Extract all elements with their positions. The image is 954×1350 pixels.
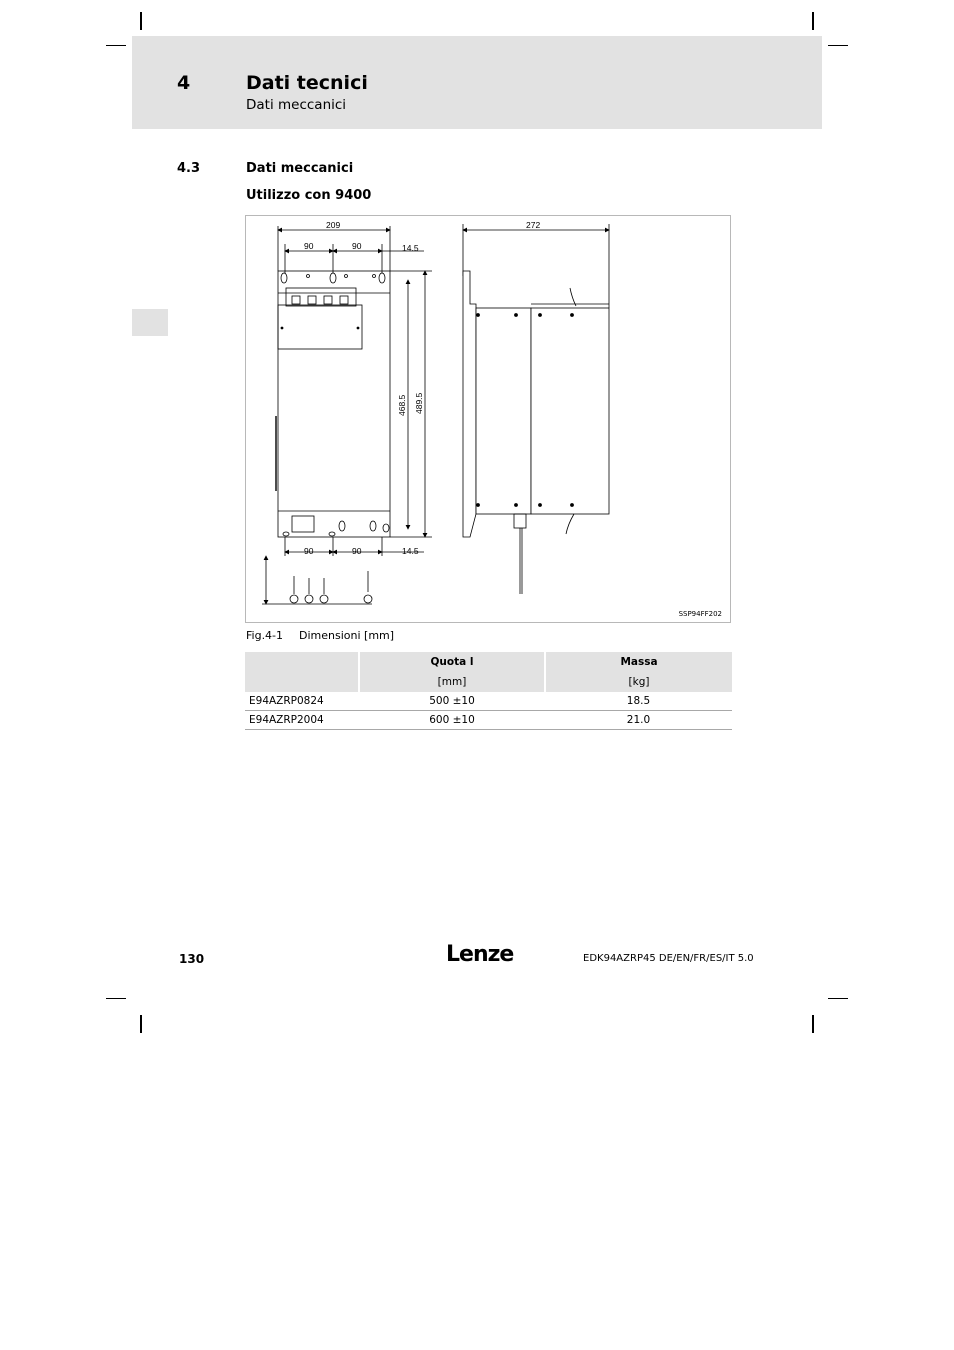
table-header-cell: Massa [kg] <box>545 652 732 692</box>
table-header-cell: Quota l [mm] <box>359 652 545 692</box>
table-row <box>245 692 732 711</box>
lenze-logo: Lenze <box>446 942 514 967</box>
crop-mark <box>106 998 126 999</box>
chapter-subtitle: Dati meccanici <box>246 97 347 113</box>
section-title: Dati meccanici <box>246 161 354 176</box>
table-cell: 21.0 <box>545 711 732 730</box>
crop-mark <box>106 45 126 46</box>
table-cell: E94AZRP0824 <box>245 692 359 711</box>
crop-mark <box>140 1015 142 1033</box>
dim-front-hole-1: 90 <box>304 241 314 251</box>
figure-code: SSP94FF202 <box>678 610 722 618</box>
dim-hole-height: 468.5 <box>397 394 407 416</box>
crop-mark <box>812 12 814 30</box>
side-housing <box>476 308 531 514</box>
chapter-number: 4 <box>177 72 191 94</box>
side-tab-marker <box>132 309 168 336</box>
crop-mark <box>828 45 848 46</box>
dimensions-table <box>245 652 732 730</box>
dimension-drawing-figure <box>245 215 731 623</box>
dim-bottom-edge: 14.5 <box>402 546 419 556</box>
figure-caption-text: Dimensioni [mm] <box>299 629 395 642</box>
crop-mark <box>828 998 848 999</box>
table-cell: 18.5 <box>545 692 732 711</box>
dim-front-edge: 14.5 <box>402 243 419 253</box>
section-number: 4.3 <box>177 161 201 176</box>
figure-caption-label: Fig.4-1 <box>246 629 284 642</box>
table-row <box>245 711 732 730</box>
crop-mark <box>140 12 142 30</box>
page-number: 130 <box>179 952 205 966</box>
table-cell: E94AZRP2004 <box>245 711 359 730</box>
dim-total-height: 489.5 <box>414 392 424 414</box>
document-id: EDK94AZRP45 DE/EN/FR/ES/IT 5.0 <box>583 953 754 964</box>
dim-side-depth: 272 <box>526 220 541 230</box>
chapter-header-band <box>132 36 822 129</box>
dimension-drawing <box>246 216 732 624</box>
crop-mark <box>812 1015 814 1033</box>
dim-bottom-hole-2: 90 <box>352 546 362 556</box>
dim-bottom-hole-1: 90 <box>304 546 314 556</box>
section-subtitle: Utilizzo con 9400 <box>246 188 372 203</box>
dim-front-width: 209 <box>326 220 341 230</box>
table-header-row <box>245 652 732 692</box>
chapter-title: Dati tecnici <box>246 72 368 94</box>
table-cell: 500 ±10 <box>359 692 545 711</box>
front-housing <box>278 271 390 537</box>
table-header-cell <box>245 652 359 692</box>
table-cell: 600 ±10 <box>359 711 545 730</box>
dim-front-hole-2: 90 <box>352 241 362 251</box>
